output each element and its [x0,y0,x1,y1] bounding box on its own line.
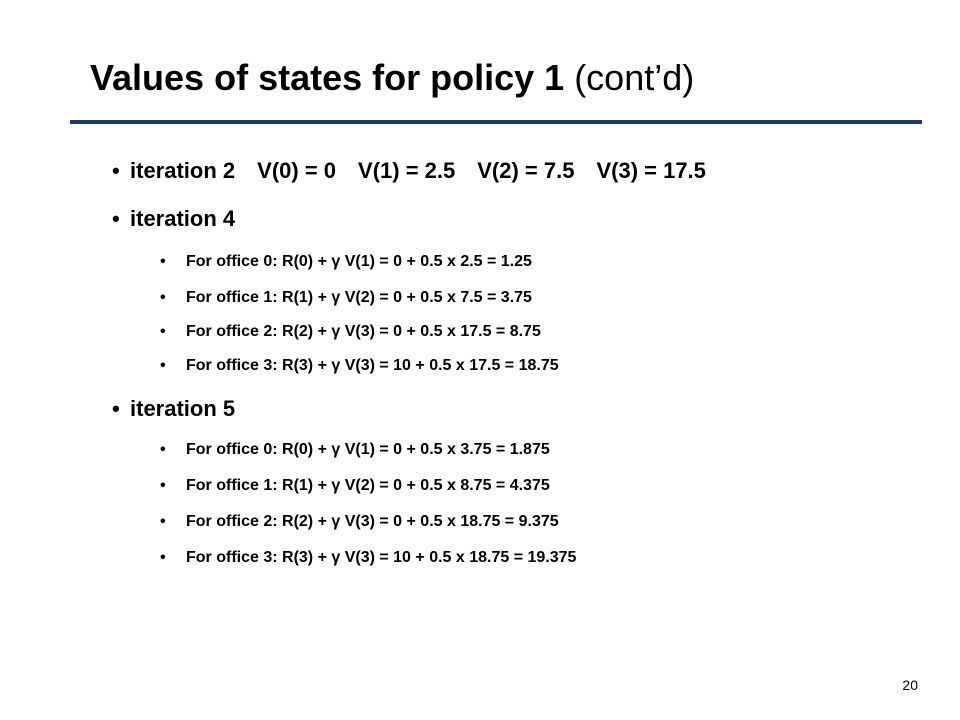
sub-bullet-dot: • [160,323,166,340]
iteration-2-value-v0: V(0) = 0 [257,158,337,183]
iteration-5-line-text: For office 3: R(3) + γ V(3) = 10 + 0.5 x 18.75 = 19.375 [186,549,577,566]
sub-bullet-dot: • [160,441,166,458]
page-number: 20 [902,677,918,693]
iteration-5-line-office-2 [160,512,559,532]
iteration-4-line-text: For office 1: R(1) + γ V(2) = 0 + 0.5 x 7.5 = 3.75 [186,289,532,306]
iteration-5-line-text: For office 0: R(0) + γ V(1) = 0 + 0.5 x 3.75 = 1.875 [186,441,550,458]
bullet-iteration-2 [112,158,706,184]
iteration-4-line-office-3 [160,356,559,376]
iteration-4-line-text: For office 0: R(0) + γ V(1) = 0 + 0.5 x 2.5 = 1.25 [186,253,532,270]
iteration-2-label: iteration 2 [130,158,236,183]
bullet-iteration-5 [112,396,235,422]
sub-bullet-dot: • [160,253,166,270]
sub-bullet-dot: • [160,289,166,306]
iteration-2-value-v2: V(2) = 7.5 [477,158,575,183]
slide-title [90,56,694,100]
iteration-2-value-v1: V(1) = 2.5 [358,158,456,183]
bullet-dot: • [112,396,120,421]
iteration-4-line-office-2 [160,322,541,342]
iteration-4-line-text: For office 2: R(2) + γ V(3) = 0 + 0.5 x 17.5 = 8.75 [186,323,541,340]
iteration-4-line-text: For office 3: R(3) + γ V(3) = 10 + 0.5 x 17.5 = 18.75 [186,357,559,374]
sub-bullet-dot: • [160,513,166,530]
bullet-dot: • [112,158,120,183]
slide-title-suffix: (cont’d) [574,57,695,98]
iteration-5-line-text: For office 2: R(2) + γ V(3) = 0 + 0.5 x 18.75 = 9.375 [186,513,559,530]
bullet-iteration-4 [112,206,235,232]
sub-bullet-dot: • [160,549,166,566]
sub-bullet-dot: • [160,357,166,374]
iteration-4-line-office-0 [160,252,532,272]
iteration-4-line-office-1 [160,288,532,308]
iteration-2-value-v3: V(3) = 17.5 [596,158,706,183]
iteration-5-label: iteration 5 [130,396,236,421]
iteration-5-line-office-0 [160,440,550,460]
bullet-dot: • [112,206,120,231]
title-underline [70,120,922,124]
iteration-4-label: iteration 4 [130,206,236,231]
sub-bullet-dot: • [160,477,166,494]
iteration-5-line-office-3 [160,548,576,568]
iteration-5-line-text: For office 1: R(1) + γ V(2) = 0 + 0.5 x 8.75 = 4.375 [186,477,550,494]
slide-title-main: Values of states for policy 1 [90,57,565,98]
iteration-5-line-office-1 [160,476,550,496]
